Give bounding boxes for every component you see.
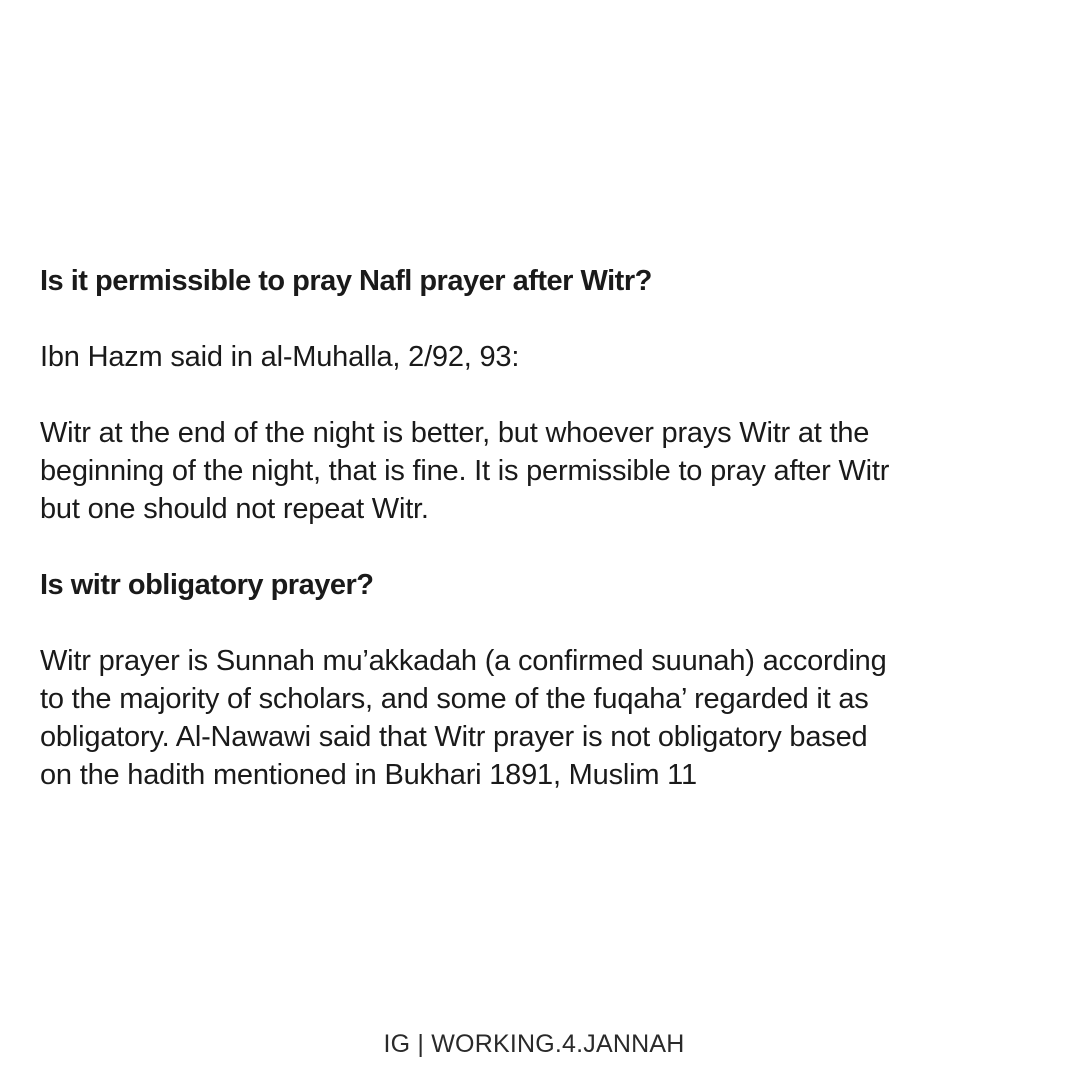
- spacer: [40, 528, 1040, 566]
- paragraph-line: Witr prayer is Sunnah mu’akkadah (a confirmed suunah) according: [40, 645, 887, 677]
- paragraph-line: to the majority of scholars, and some of the fuqaha’ regarded it as: [40, 683, 869, 715]
- paragraph-line: obligatory. Al-Nawawi said that Witr prayer is not obligatory based: [40, 721, 868, 753]
- answer-paragraph-nafl: [40, 414, 1040, 528]
- paragraph-line: on the hadith mentioned in Bukhari 1891, Muslim 11: [40, 759, 697, 791]
- question-heading-nafl: Is it permissible to pray Nafl prayer after Witr?: [40, 265, 652, 297]
- spacer: [40, 300, 1040, 338]
- citation-text: Ibn Hazm said in al-Muhalla, 2/92, 93:: [40, 341, 520, 373]
- paragraph-line: Witr at the end of the night is better, but whoever prays Witr at the: [40, 417, 870, 449]
- paragraph-line: but one should not repeat Witr.: [40, 493, 429, 525]
- spacer: [40, 604, 1040, 642]
- answer-paragraph-witr: [40, 642, 1040, 794]
- paragraph-line: beginning of the night, that is fine. It is permissible to pray after Witr: [40, 455, 890, 487]
- instagram-handle-footer: IG | WORKING.4.JANNAH: [383, 1030, 685, 1058]
- question-heading-witr: Is witr obligatory prayer?: [40, 569, 374, 601]
- article: [40, 262, 1040, 794]
- spacer: [40, 376, 1040, 414]
